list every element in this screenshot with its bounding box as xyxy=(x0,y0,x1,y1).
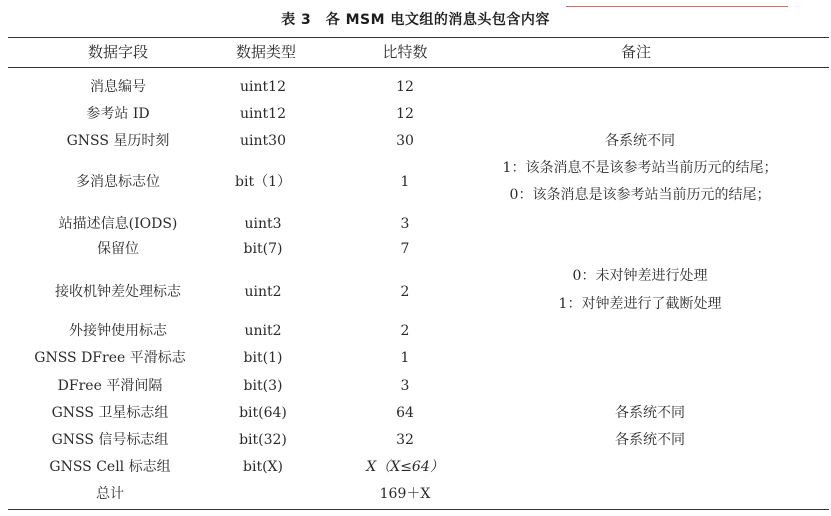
row-type: bit(1) xyxy=(243,350,283,366)
row-bits: 64 xyxy=(396,405,414,421)
row-field: GNSS Cell 标志组 xyxy=(49,459,171,475)
header-type: 数据类型 xyxy=(235,43,297,61)
row-type: bit（1） xyxy=(235,174,291,190)
row-bits: 1 xyxy=(400,174,410,190)
row-note: 各系统不同 xyxy=(605,133,675,149)
row-field: 保留位 xyxy=(97,241,139,257)
row-bits: 12 xyxy=(396,79,414,95)
row-type: uint30 xyxy=(240,133,286,149)
row-note-line: 0：该条消息是该参考站当前历元的结尾； xyxy=(509,187,771,203)
row-type: uint12 xyxy=(240,106,286,122)
row-note: 各系统不同 xyxy=(615,405,685,421)
row-type: uint2 xyxy=(244,284,282,300)
row-bits: 12 xyxy=(396,106,414,122)
row-field: 参考站 ID xyxy=(86,106,150,122)
row-field: GNSS DFree 平滑标志 xyxy=(34,350,186,366)
row-note-line: 0：未对钟差进行处理 xyxy=(572,268,708,284)
red-accent-line xyxy=(566,6,788,7)
row-note-line: 1：对钟差进行了截断处理 xyxy=(558,296,722,312)
row-type: bit(X) xyxy=(243,459,283,475)
row-field: DFree 平滑间隔 xyxy=(57,378,163,394)
row-bits-total: 169＋X xyxy=(379,486,431,502)
row-field: GNSS 星历时刻 xyxy=(66,133,170,149)
row-note-line: 1：该条消息不是该参考站当前历元的结尾； xyxy=(502,160,778,176)
row-bits: 1 xyxy=(400,350,410,366)
row-field: 站描述信息(IODS) xyxy=(58,216,178,232)
row-bits: 3 xyxy=(400,216,410,232)
row-type: bit(7) xyxy=(243,241,283,257)
row-bits: 3 xyxy=(400,378,410,394)
row-bits: 2 xyxy=(400,284,410,300)
header-note: 备注 xyxy=(620,43,652,61)
row-field-total: 总计 xyxy=(96,486,124,502)
row-field: GNSS 信号标志组 xyxy=(51,432,169,448)
row-bits: X（X≤64） xyxy=(366,459,444,475)
row-note: 各系统不同 xyxy=(615,432,685,448)
row-type: bit(64) xyxy=(239,405,287,421)
row-bits: 2 xyxy=(400,323,410,339)
header-field: 数据字段 xyxy=(87,43,149,61)
row-field: 接收机钟差处理标志 xyxy=(55,284,181,300)
table-caption: 表 3 各 MSM 电文组的消息头包含内容 xyxy=(281,12,550,28)
row-bits: 7 xyxy=(400,241,410,257)
row-field: 消息编号 xyxy=(90,79,146,95)
row-field: 外接钟使用标志 xyxy=(69,323,167,339)
header-bits: 比特数 xyxy=(382,43,428,61)
row-type: uint3 xyxy=(244,216,282,232)
row-field: GNSS 卫星标志组 xyxy=(51,405,169,421)
bottom-rule xyxy=(8,509,829,510)
row-bits: 30 xyxy=(396,133,414,149)
row-type: unit2 xyxy=(244,323,282,339)
row-type: bit(3) xyxy=(243,378,283,394)
row-field: 多消息标志位 xyxy=(76,174,160,190)
top-rule xyxy=(8,37,829,38)
header-rule xyxy=(8,67,829,68)
row-bits: 32 xyxy=(396,432,414,448)
row-type: bit(32) xyxy=(239,432,287,448)
row-type: uint12 xyxy=(240,79,286,95)
